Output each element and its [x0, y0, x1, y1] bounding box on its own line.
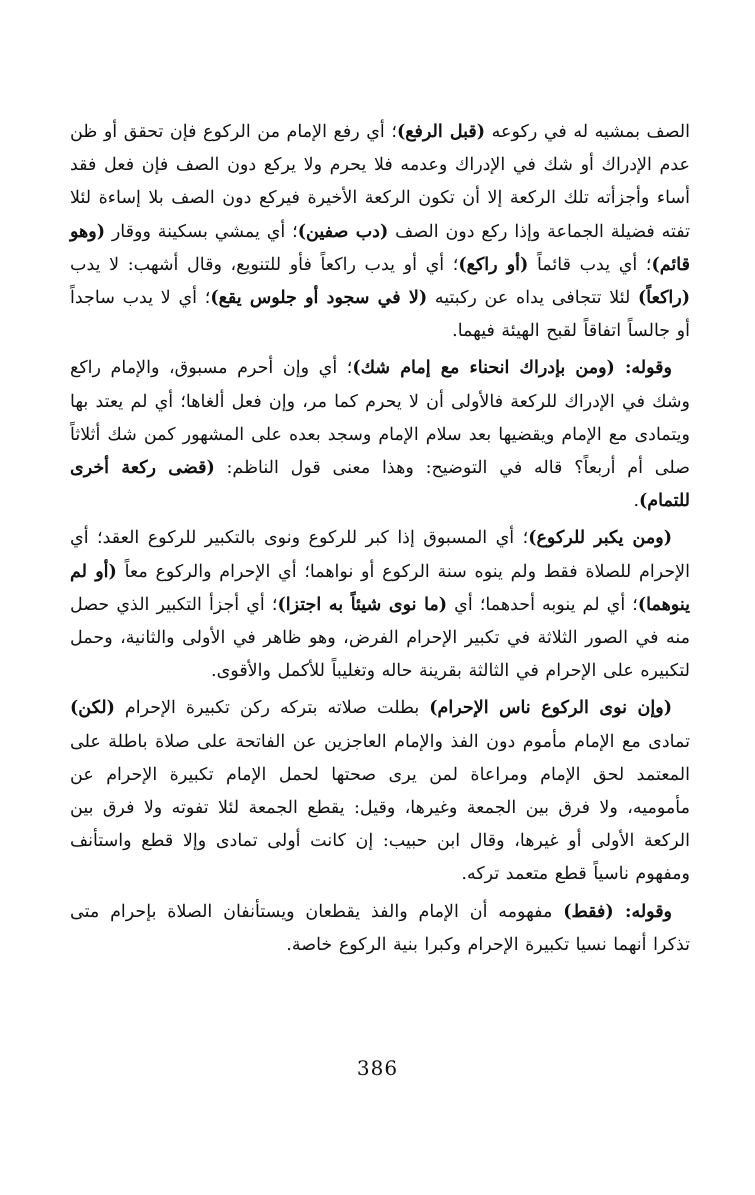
bold-quote-segment: (أو لم ينوهما): [70, 561, 690, 615]
bold-quote-segment: (أو راكع): [458, 254, 529, 275]
paragraph: [70, 352, 690, 518]
bold-quote-segment: (ومن بإدراك انحناء مع إمام شك): [352, 358, 615, 379]
paragraph: [70, 522, 690, 688]
text-segment: لئلا تتجافى يداه عن ركبتيه: [427, 288, 639, 309]
paragraph: [70, 896, 690, 962]
text-segment: ؛ أي أو يدب راكعاً فأو للتنويع، وقال أشهب: لا يدب: [70, 254, 459, 275]
text-segment: ؛ أي يدب قائماً: [528, 254, 652, 275]
text-segment: ؛ أي أجزأ التكبير الذي حصل منه في الصور الثلاثة في تكبير الإحرام الفرض، وهو ظاهر في الأولى والثانية، وحمل لتكبيره على الإحرام في الثالثة بقرينة حاله وتغليباً للأكمل والأقوى.: [70, 594, 690, 682]
bold-quote-segment: (دب صفين): [297, 221, 389, 242]
bold-quote-segment: (قضى ركعة أخرى للتمام): [70, 458, 690, 512]
bold-quote-segment: وقوله:: [614, 358, 672, 379]
paragraph: [70, 692, 690, 891]
bold-quote-segment: (فقط): [563, 901, 614, 922]
text-body: [70, 116, 690, 966]
text-segment: ؛ أي لم ينوبه أحدهما؛ أي: [447, 594, 638, 615]
page-number: 386: [356, 1056, 399, 1080]
text-segment: .: [633, 491, 640, 512]
bold-quote-segment: (ومن يكبر للركوع): [528, 528, 672, 549]
bold-quote-segment: (ما نوى شيئاً به اجتزا): [277, 594, 448, 615]
bold-quote-segment: وقوله:: [613, 901, 673, 922]
bold-quote-segment: (وإن نوى الركوع ناس الإحرام): [429, 698, 672, 719]
text-segment: ؛ أي لا يدب ساجداً أو جالساً اتفاقاً لقبح الهيئة فيهما.: [70, 288, 690, 342]
bold-quote-segment: (قبل الرفع): [396, 122, 486, 142]
bold-quote-segment: (وهو قائم): [70, 221, 690, 275]
text-segment: ؛ أي وإن أحرم مسبوق، والإمام راكع وشك في الإدراك للركعة فالأولى أن لا يحرم كما مر، وإن فعل ألغاها؛ أي لم يعتد بها ويتمادى مع الإمام ويقضيها بعد سلام الإمام وسجد بعده على المشهور كمن شك أثلاثاً صلى أم أربعاً؟ قاله في التوضيح: وهذا معنى قول الناظم:: [70, 358, 690, 479]
text-segment: ؛ أي المسبوق إذا كبر للركوع ونوى بالتكبير للركوع العقد؛ أي الإحرام للصلاة فقط ولم ينوه سنة الركوع أو نواهما؛ أي الإحرام والركوع معاً: [70, 528, 691, 582]
text-segment: ؛ أي يمشي بسكينة ووقار: [105, 221, 298, 242]
paragraph: [70, 116, 690, 348]
bold-quote-segment: (لا في سجود أو جلوس يقع): [210, 288, 428, 309]
text-segment: مفهومه أن الإمام والفذ يقطعان ويستأنفان الصلاة بإحرام متى تذكرا أنهما نسيا تكبيرة الإحرام وكبرا بنية الركوع خاصة.: [70, 901, 690, 955]
bold-quote-segment: (راكعاً): [638, 288, 690, 309]
text-segment: ؛ أي رفع الإمام من الركوع فإن تحقق أو ظن عدم الإدراك أو شك في الإدراك وعدمه فلا يحرم ولا يركع دون الصف فإن فعل فقد أساء وأجزأته تلك الركعة إلا أن تكون الركعة الأخيرة فيركع دون الصف بلا إساءة لئلا تفته فضيلة الجماعة وإذا ركع دون الصف: [70, 122, 691, 242]
text-segment: بطلت صلاته بتركه ركن تكبيرة الإحرام: [114, 698, 430, 719]
bold-quote-segment: (لكن): [70, 698, 115, 719]
text-segment: الصف بمشيه له في ركوعه: [485, 122, 690, 142]
text-segment: تمادى مع الإمام مأموم دون الفذ والإمام العاجزين عن الفاتحة على صلاة باطلة على المعتمد لحق الإمام ومراعاة لمن يرى صحتها لحمل الإمام تكبيرة الإحرام عن مأموميه، ولا فرق بين الجمعة وغيرها، وقيل: يقطع الجمعة لئلا تفوته ولا فرق بين الركعة الأولى أو غيرها، وقال ابن حبيب: إن كانت أولى تمادى وإلا قطع واستأنف ومفهوم ناسياً قطع متعمد تركه.: [70, 731, 690, 885]
